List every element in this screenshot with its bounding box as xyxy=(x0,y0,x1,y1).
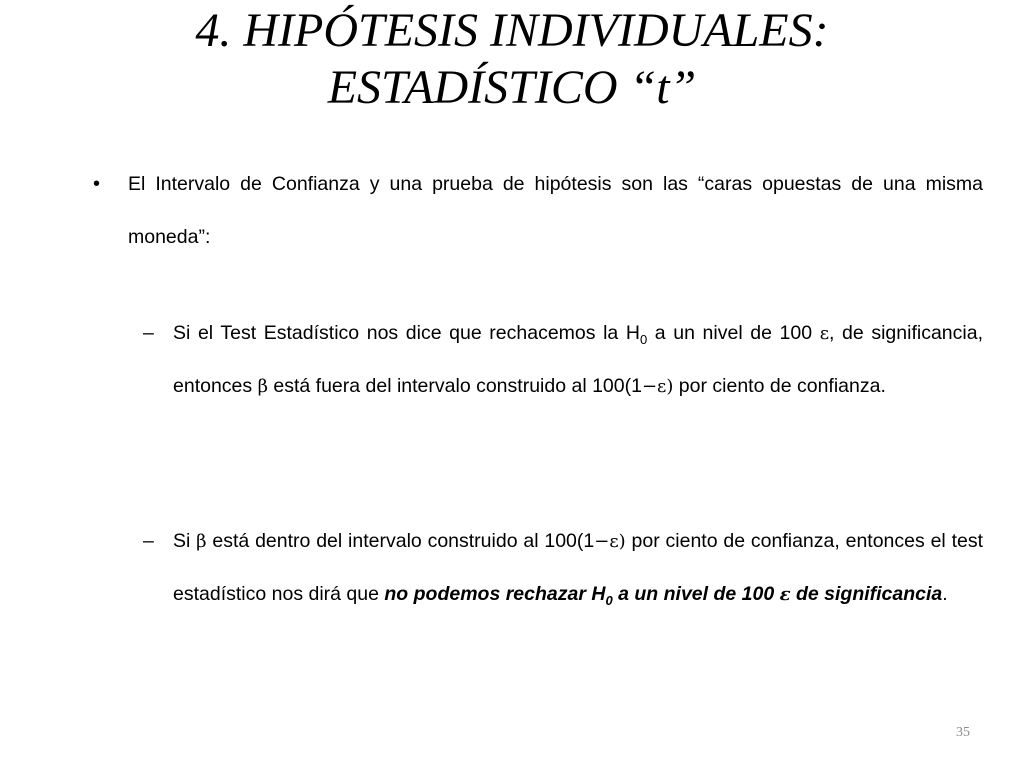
sb1-text-d: está fuera del intervalo construido al 100(1 xyxy=(267,375,642,397)
sb1-text-b: a un nivel de 100 xyxy=(647,322,820,344)
page-number: 35 xyxy=(956,725,970,740)
sb2-text-a: Si xyxy=(173,530,197,552)
title-line-2: ESTADÍSTICO “t” xyxy=(327,61,697,114)
sb1-beta: β xyxy=(257,376,268,397)
sb2-emphasis-epsilon: ε xyxy=(779,584,791,605)
slide-title xyxy=(60,2,964,116)
sb1-epsilon: ε xyxy=(819,323,830,344)
sb2-emphasis-subscript: 0 xyxy=(605,592,613,608)
sb1-text-a: Si el Test Estadístico nos dice que rechacemos la H xyxy=(173,322,640,344)
bullet-text: El Intervalo de Confianza y una prueba de hipótesis son las “caras opuestas de una misma moneda”: xyxy=(128,173,983,248)
sub-bullet-marker-2: – xyxy=(143,530,154,552)
title-line-1: 4. HIPÓTESIS INDIVIDUALES: xyxy=(195,4,829,57)
sb2-beta: β xyxy=(196,531,207,552)
bullet-marker: • xyxy=(93,173,101,195)
sub-bullet-2 xyxy=(173,515,983,621)
sb1-subscript: 0 xyxy=(639,331,648,347)
sub-bullet-1 xyxy=(173,307,983,413)
sub-bullet-marker-1: – xyxy=(143,322,154,344)
sb1-text-c: , de significancia, entonces xyxy=(173,322,983,397)
sb2-text-c: por ciento de confianza, entonces el test estadístico nos dirá que xyxy=(173,530,983,605)
sb2-period: . xyxy=(942,583,948,605)
sb2-minus-epsilon: −ε) xyxy=(594,531,626,552)
sb1-text-e: por ciento de confianza. xyxy=(673,375,886,397)
sb2-emphasis-c: de significancia xyxy=(790,583,943,605)
sb1-minus-epsilon: −ε) xyxy=(641,376,674,397)
sb2-emphasis-b: a un nivel de 100 xyxy=(612,583,780,605)
sb2-emphasis-a: no podemos rechazar H xyxy=(384,583,606,605)
sb2-text-b: está dentro del intervalo construido al 100(1 xyxy=(206,530,595,552)
